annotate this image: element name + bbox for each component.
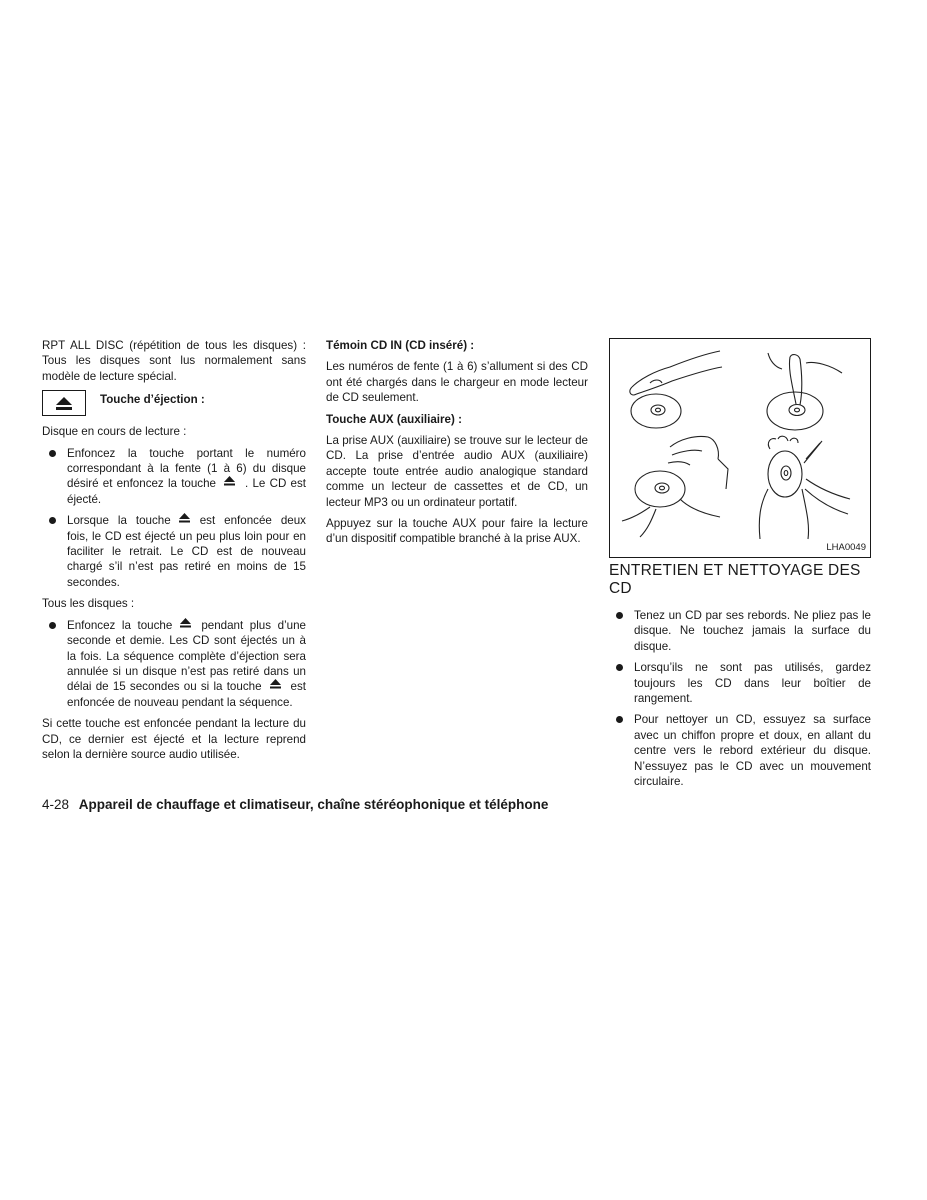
page-number: 4-28 — [42, 797, 70, 812]
eject-icon — [224, 476, 235, 486]
bullet-dot-icon — [616, 612, 623, 619]
cd-in-heading: Témoin CD IN (CD inséré) : — [326, 339, 475, 352]
aux-heading: Touche AUX (auxiliaire) : — [326, 412, 462, 426]
care-list — [609, 608, 871, 789]
bullet-text: est enfoncée de nouveau pendant la séquence. — [67, 680, 306, 709]
section-title: ENTRETIEN ET NETTOYAGE DES CD — [609, 562, 861, 597]
eject-icon — [56, 397, 72, 410]
aux-text-2: Appuyez sur la touche AUX pour faire la lecture d’un dispositif compatible branché à la prise AUX. — [326, 517, 588, 546]
page-footer — [42, 797, 548, 812]
bullet-text: Tenez un CD par ses rebords. Ne pliez pas le disque. Ne touchez jamais la surface du disque. — [634, 609, 871, 653]
eject-icon — [179, 513, 190, 523]
bullet-text: est enfoncée deux fois, le CD est éjecté un peu plus loin pour en faciliter le retrait. Le CD est de nouveau chargé s’il n’est pas retiré en moins de 15 secondes. — [67, 514, 306, 589]
bullet-dot-icon — [49, 450, 56, 457]
list-item — [42, 513, 306, 590]
column-right — [609, 338, 871, 795]
eject-icon — [270, 679, 281, 689]
list-item — [42, 446, 306, 508]
eject-list-2 — [42, 618, 306, 710]
eject-icon — [180, 618, 191, 628]
figure-code: LHA0049 — [826, 541, 866, 553]
column-left — [42, 338, 306, 768]
bullet-dot-icon — [616, 716, 623, 723]
list-item — [609, 712, 871, 789]
bullet-dot-icon — [49, 622, 56, 629]
eject-heading-row — [42, 390, 306, 416]
eject-button-box — [42, 390, 86, 416]
eject-heading: Touche d’éjection : — [100, 392, 205, 406]
cd-handling-drawing — [610, 339, 870, 557]
bullet-text: Lorsqu’ils ne sont pas utilisés, gardez toujours les CD dans leur boîtier de rangement. — [634, 661, 871, 706]
bullet-text: Lorsque la touche — [67, 514, 171, 528]
last-paragraph: Si cette touche est enfoncée pendant la lecture du CD, ce dernier est éjecté et la lecture reprend selon la dernière source audio utilisée. — [42, 717, 306, 761]
bullet-text: Enfoncez la touche portant le numéro correspondant à la fente (1 à 6) du disque désiré et enfoncez la touche — [67, 446, 306, 491]
bullet-dot-icon — [616, 664, 623, 671]
bullet-text: Enfoncez la touche — [67, 618, 173, 632]
column-middle — [326, 338, 588, 553]
list-item — [609, 608, 871, 654]
aux-text-1: La prise AUX (auxiliaire) se trouve sur le lecteur de CD. La prise d’entrée audio AUX (auxiliaire) accepte toute entrée audio analogique standard comme un lecteur de cassettes et de CD, un lecteur MP3 ou un ordinateur portatif. — [326, 434, 588, 509]
cd-in-text: Les numéros de fente (1 à 6) s’allument si des CD ont été chargés dans le chargeur en mode lecteur de CD seulement. — [326, 360, 588, 405]
all-discs-label: Tous les disques : — [42, 597, 135, 611]
bullet-text: Pour nettoyer un CD, essuyez sa surface avec un chiffon propre et doux, en allant du centre vers le rebord extérieur du disque. N’essuyez pas le CD avec un mouvement circulaire. — [634, 713, 871, 789]
rpt-all-disc-text: RPT ALL DISC (répétition de tous les disques) : Tous les disques sont lus normalement sans modèle de lecture spécial. — [42, 339, 306, 383]
bullet-text: pendant plus d’une seconde et demie. Les CD sont éjectés un à la fois. La séquence complète d’éjection sera annulée si un disque n’est pas retiré dans un délai de 15 secondes ou si la touche — [67, 618, 306, 694]
bullet-dot-icon — [49, 517, 56, 524]
chapter-title: Appareil de chauffage et climatiseur, chaîne stéréophonique et téléphone — [78, 797, 549, 812]
list-item — [42, 618, 306, 710]
disc-playing-label: Disque en cours de lecture : — [42, 425, 187, 439]
cd-handling-illustration — [609, 338, 871, 558]
list-item — [609, 660, 871, 706]
eject-list-1 — [42, 446, 306, 591]
bullet-text: . Le CD est éjecté. — [67, 477, 306, 506]
